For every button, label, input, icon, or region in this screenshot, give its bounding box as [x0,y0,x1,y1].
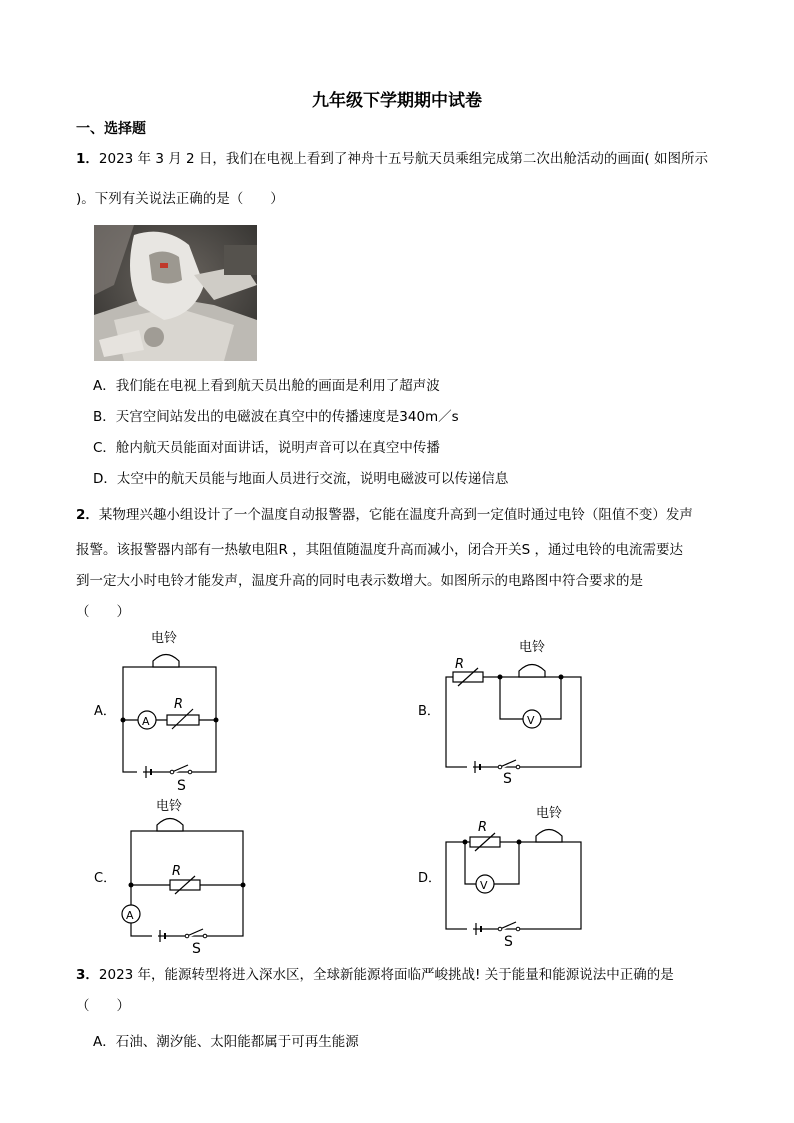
circuit-a-bell-label: 电铃 [151,631,178,646]
circuit-d-bell-label: 电铃 [536,806,563,821]
question-1-text: 2023 年 3 月 2 日，我们在电视上看到了神舟十五号航天员乘组完成第二次出舱活动的画面( 如图所示 [98,151,708,167]
circuit-c-resistor-label: R [172,864,182,879]
junction-dot [214,718,219,723]
question-2-line-4: （ ） [76,604,130,620]
circuit-c [122,819,243,943]
question-3-number: 3． [76,967,99,983]
question-1-option-b: B．天宫空间站发出的电磁波在真空中的传播速度是340m／s [93,409,459,425]
circuit-b-bell-label: 电铃 [519,640,546,655]
junction-dot [241,883,246,888]
circuit-b [446,665,581,774]
circuit-a-label: A． [94,704,116,719]
page-title: 九年级下学期期中试卷 [312,91,482,111]
circuit-b-resistor-label: R [455,657,465,672]
circuit-d [446,830,581,936]
question-3-line-2: （ ） [76,998,130,1014]
junction-dot [129,883,134,888]
circuit-d-resistor-label: R [478,820,488,835]
section-heading: 一、选择题 [76,121,146,137]
question-3-option-a: A．石油、潮汐能、太阳能都属于可再生能源 [93,1034,359,1050]
question-1-number: 1． [76,151,99,167]
circuit-d-switch-label: S [504,934,513,950]
circuit-b-voltmeter-symbol: V [527,714,535,727]
question-1-option-c: C．舱内航天员能面对面讲话，说明声音可以在真空中传播 [93,440,440,456]
question-1-line-2: )。下列有关说法正确的是（ ） [76,191,284,207]
circuit-c-ammeter-symbol: A [126,909,134,922]
question-1-option-a: A．我们能在电视上看到航天员出舱的画面是利用了超声波 [93,378,440,394]
question-3-line-1 [76,966,674,984]
circuit-c-switch-label: S [192,941,201,957]
question-1-option-d: D．太空中的航天员能与地面人员进行交流，说明电磁波可以传递信息 [93,471,509,487]
junction-dot [517,840,522,845]
circuit-a-switch-label: S [177,778,186,794]
circuit-d-voltmeter-symbol: V [480,879,488,892]
circuit-c-bell-label: 电铃 [156,799,183,814]
question-3-text: 2023 年，能源转型将进入深水区，全球新能源将面临严峻挑战! 关于能量和能源说法中正确的是 [98,967,674,983]
question-2-text: 某物理兴趣小组设计了一个温度自动报警器，它能在温度升高到一定值时通过电铃（阻值不变）发声 [98,507,693,523]
junction-dot [121,718,126,723]
circuit-a-resistor-label: R [174,697,184,712]
junction-dot [498,675,503,680]
circuit-d-label: D． [418,871,442,886]
circuit-a-ammeter-symbol: A [142,715,150,728]
junction-dot [559,675,564,680]
circuit-a [123,655,216,779]
question-2-line-2: 报警。该报警器内部有一热敏电阻R ，其阻值随温度升高而减小，闭合开关S ，通过电铃的电流需要达 [76,542,684,558]
circuit-b-label: B． [418,704,440,719]
circuit-c-label: C． [94,871,117,886]
circuit-b-switch-label: S [503,771,512,787]
question-2-line-3: 到一定大小时电铃才能发声，温度升高的同时电表示数增大。如图所示的电路图中符合要求的是 [76,573,643,589]
junction-dot [463,840,468,845]
question-2-number: 2． [76,507,99,523]
